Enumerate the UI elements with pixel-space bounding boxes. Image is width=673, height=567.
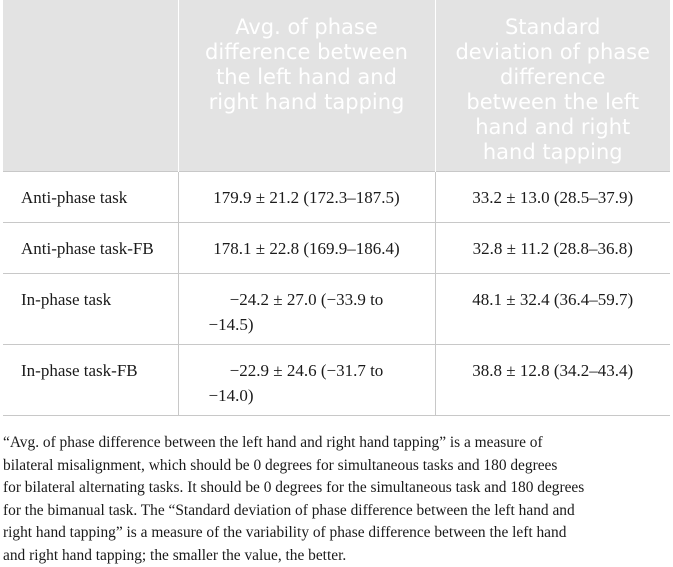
header-sd-line: hand and right — [444, 115, 663, 140]
footnote-line: “Avg. of phase difference between the left hand and right hand tapping” is a measure of — [3, 432, 668, 455]
row-label: Anti-phase task — [3, 172, 178, 223]
sd-phase-value: 48.1 ± 32.4 (36.4–59.7) — [435, 274, 670, 345]
row-label: In-phase task — [3, 274, 178, 345]
table-row — [3, 345, 670, 416]
footnote-line: for the bimanual task. The “Standard deviation of phase difference between the left hand and — [3, 500, 668, 523]
phase-difference-table — [3, 0, 670, 416]
footnote-line: for bilateral alternating tasks. It should be 0 degrees for the simultaneous task and 180 degrees — [3, 477, 668, 500]
sd-phase-value: 32.8 ± 11.2 (28.8–36.8) — [435, 223, 670, 274]
header-sd-line: deviation of phase — [444, 40, 663, 65]
header-avg-line: the left hand and — [187, 65, 427, 90]
avg-phase-value — [178, 274, 435, 345]
header-avg-line: difference between — [187, 40, 427, 65]
sd-phase-value: 38.8 ± 12.8 (34.2–43.4) — [435, 345, 670, 416]
avg-value-line: −14.5) — [185, 312, 429, 337]
header-avg-line: right hand tapping — [187, 90, 427, 115]
avg-value-line: −22.9 ± 24.6 (−31.7 to — [185, 358, 429, 383]
footnote-line: right hand tapping” is a measure of the variability of phase difference between the left hand — [3, 522, 668, 545]
header-sd-line: hand tapping — [444, 140, 663, 165]
header-avg-phase-difference — [178, 0, 435, 172]
table-row — [3, 223, 670, 274]
header-sd-line: difference — [444, 65, 663, 90]
avg-value-line: 178.1 ± 22.8 (169.9–186.4) — [213, 239, 399, 258]
avg-phase-value — [178, 345, 435, 416]
avg-value-line: −24.2 ± 27.0 (−33.9 to — [185, 287, 429, 312]
table-header-row — [3, 0, 670, 172]
header-sd-line: Standard — [444, 15, 663, 40]
row-label: In-phase task-FB — [3, 345, 178, 416]
avg-phase-value — [178, 172, 435, 223]
footnote-line: bilateral misalignment, which should be 0 degrees for simultaneous tasks and 180 degrees — [3, 455, 668, 478]
header-empty-cell — [3, 0, 178, 172]
sd-phase-value: 33.2 ± 13.0 (28.5–37.9) — [435, 172, 670, 223]
header-sd-phase-difference — [435, 0, 670, 172]
footnote-line: and right hand tapping; the smaller the value, the better. — [3, 545, 668, 567]
table-footnote — [3, 432, 668, 567]
table-row — [3, 274, 670, 345]
header-sd-line: between the left — [444, 90, 663, 115]
results-table-container — [3, 0, 670, 416]
avg-value-line: −14.0) — [185, 383, 429, 408]
avg-value-line: 179.9 ± 21.2 (172.3–187.5) — [213, 188, 399, 207]
header-avg-line: Avg. of phase — [187, 15, 427, 40]
row-label: Anti-phase task-FB — [3, 223, 178, 274]
avg-phase-value — [178, 223, 435, 274]
table-row — [3, 172, 670, 223]
